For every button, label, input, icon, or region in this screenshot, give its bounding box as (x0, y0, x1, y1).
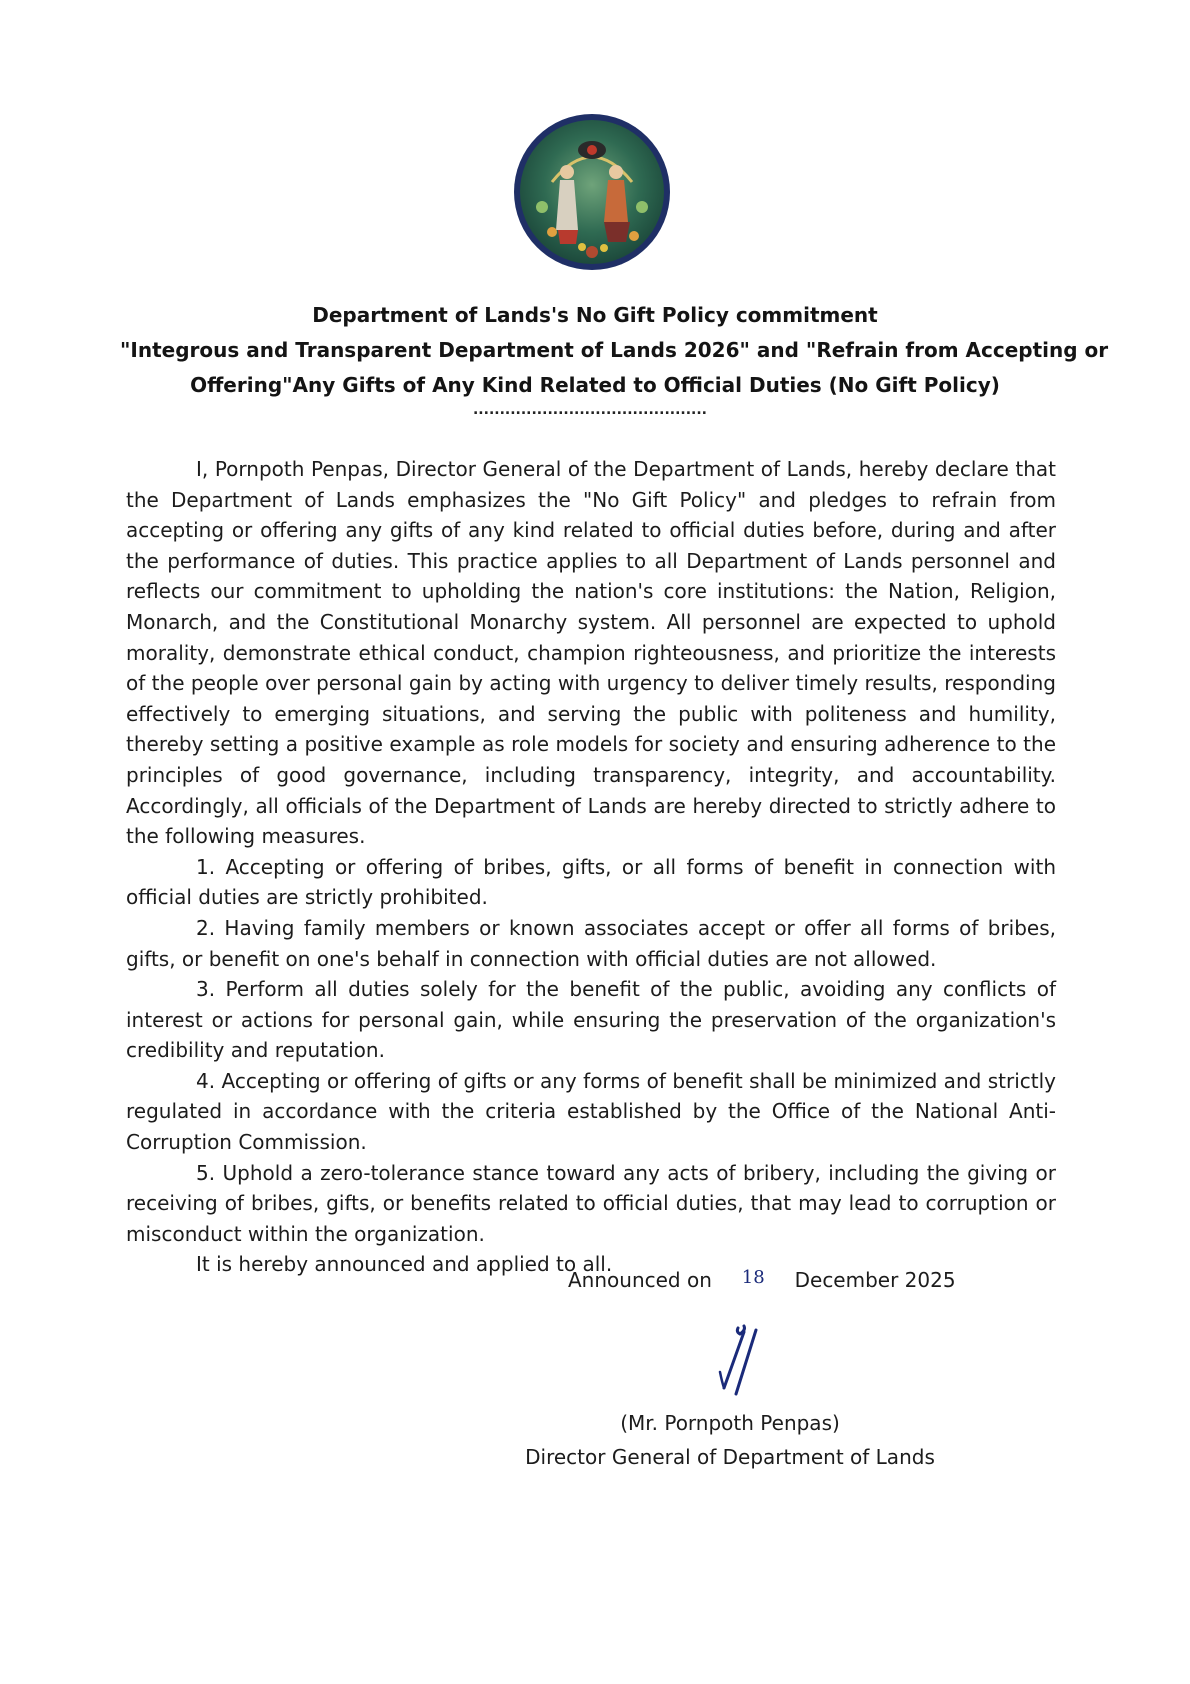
department-seal-emblem (512, 112, 672, 272)
intro-paragraph: I, Pornpoth Penpas, Director General of the Department of Lands, hereby declare that the Department of Lands emphasizes the "No Gift Policy" and pledges to refrain from accepting or offering any gifts of any kind related to official duties before, during and after the performance of duties. This practice applies to all Department of Lands personnel and reflects our commitment to upholding the nation's core institutions: the Nation, Religion, Monarch, and the Constitutional Monarchy system. All personnel are expected to uphold morality, demonstrate ethical conduct, champion righteousness, and prioritize the interests of the people over personal gain by acting with urgency to deliver timely results, responding effectively to emerging situations, and serving the public with politeness and humility, thereby setting a positive example as role models for society and ensuring adherence to the principles of good governance, including transparency, integrity, and accountability. Accordingly, all officials of the Department of Lands are hereby directed to strictly adhere to the following measures. (126, 457, 1056, 849)
measure-item-5: 5. Uphold a zero-tolerance stance toward any acts of bribery, including the giving or receiving of bribes, gifts, or benefits related to official duties, that may lead to corruption or misconduct within the organization. (126, 1160, 1056, 1246)
measure-item-1: 1. Accepting or offering of bribes, gifts, or all forms of benefit in connection with official duties are strictly prohibited. (126, 854, 1056, 910)
measure-item-3: 3. Perform all duties solely for the benefit of the public, avoiding any conflicts of interest or actions for personal gain, while ensuring the preservation of the organization's credibility and reputation. (126, 977, 1056, 1063)
heading-line-1: Department of Lands's No Gift Policy commitment (312, 303, 878, 327)
signer-position: Director General of Department of Lands (525, 1445, 935, 1469)
measure-item-4: 4. Accepting or offering of gifts or any forms of benefit shall be minimized and strictly regulated in accordance with the criteria established by the Office of the National Anti-Corruption Commission. (126, 1068, 1056, 1155)
announced-day: 18 (741, 1267, 765, 1288)
document-heading (120, 298, 1109, 403)
heading-line-3: Offering"Any Gifts of Any Kind Related to Official Duties (No Gift Policy) (190, 373, 1000, 397)
announced-prefix: Announced on (568, 1268, 712, 1292)
handwritten-signature (700, 1320, 790, 1400)
heading-line-2: "Integrous and Transparent Department of Lands 2026" and "Refrain from Accepting or (120, 338, 1109, 362)
measure-item-2: 2. Having family members or known associates accept or offer all forms of bribes, gifts, or benefit on one's behalf in connection with official duties are not allowed. (126, 915, 1056, 971)
dotted-separator: ............................................ (472, 402, 707, 418)
signer-block (520, 1406, 940, 1474)
announcement-date (568, 1268, 956, 1292)
announced-month-year: December 2025 (794, 1268, 956, 1292)
closing-statement: It is hereby announced and applied to all. (196, 1252, 613, 1277)
document-body (126, 454, 1056, 1280)
signer-name: (Mr. Pornpoth Penpas) (620, 1411, 840, 1435)
